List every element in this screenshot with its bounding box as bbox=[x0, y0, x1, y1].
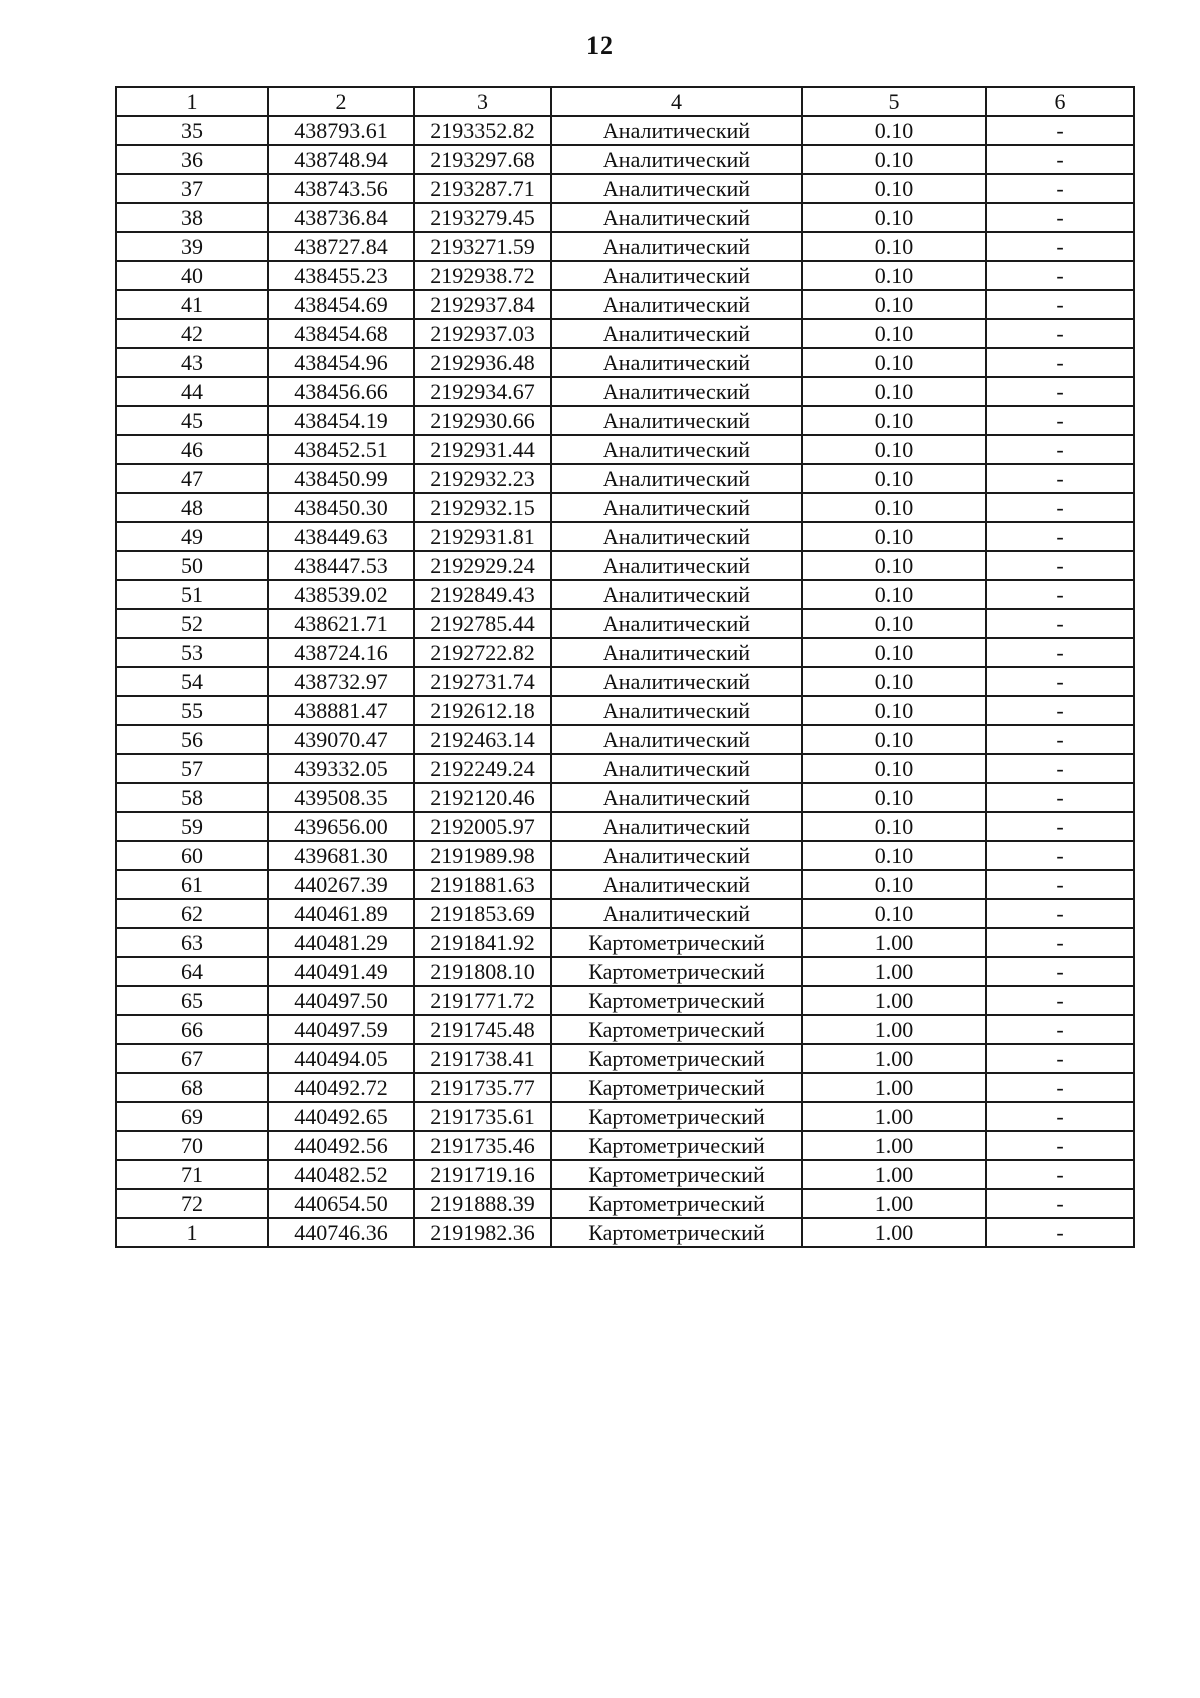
header-cell-col-3: 3 bbox=[414, 87, 551, 116]
accuracy-cell: 0.10 bbox=[802, 609, 986, 638]
point-number-cell: 1 bbox=[116, 1218, 268, 1247]
method-cell: Аналитический bbox=[551, 667, 802, 696]
y-coordinate-cell: 2192249.24 bbox=[414, 754, 551, 783]
note-cell: - bbox=[986, 725, 1134, 754]
method-cell: Аналитический bbox=[551, 493, 802, 522]
point-number-cell: 59 bbox=[116, 812, 268, 841]
accuracy-cell: 0.10 bbox=[802, 551, 986, 580]
accuracy-cell: 0.10 bbox=[802, 899, 986, 928]
point-number-cell: 49 bbox=[116, 522, 268, 551]
table-row bbox=[116, 696, 1134, 725]
y-coordinate-cell: 2192937.84 bbox=[414, 290, 551, 319]
y-coordinate-cell: 2191808.10 bbox=[414, 957, 551, 986]
note-cell: - bbox=[986, 493, 1134, 522]
table-row bbox=[116, 783, 1134, 812]
x-coordinate-cell: 438454.96 bbox=[268, 348, 414, 377]
note-cell: - bbox=[986, 174, 1134, 203]
table-row bbox=[116, 406, 1134, 435]
method-cell: Картометрический bbox=[551, 986, 802, 1015]
point-number-cell: 54 bbox=[116, 667, 268, 696]
note-cell: - bbox=[986, 841, 1134, 870]
point-number-cell: 46 bbox=[116, 435, 268, 464]
x-coordinate-cell: 439332.05 bbox=[268, 754, 414, 783]
accuracy-cell: 1.00 bbox=[802, 986, 986, 1015]
table-row bbox=[116, 957, 1134, 986]
y-coordinate-cell: 2191841.92 bbox=[414, 928, 551, 957]
note-cell: - bbox=[986, 1073, 1134, 1102]
y-coordinate-cell: 2191771.72 bbox=[414, 986, 551, 1015]
accuracy-cell: 0.10 bbox=[802, 841, 986, 870]
method-cell: Аналитический bbox=[551, 348, 802, 377]
note-cell: - bbox=[986, 232, 1134, 261]
y-coordinate-cell: 2192120.46 bbox=[414, 783, 551, 812]
note-cell: - bbox=[986, 435, 1134, 464]
method-cell: Картометрический bbox=[551, 1073, 802, 1102]
accuracy-cell: 0.10 bbox=[802, 203, 986, 232]
x-coordinate-cell: 440491.49 bbox=[268, 957, 414, 986]
accuracy-cell: 0.10 bbox=[802, 232, 986, 261]
note-cell: - bbox=[986, 986, 1134, 1015]
point-number-cell: 57 bbox=[116, 754, 268, 783]
table-row bbox=[116, 203, 1134, 232]
note-cell: - bbox=[986, 522, 1134, 551]
header-cell-col-1: 1 bbox=[116, 87, 268, 116]
y-coordinate-cell: 2191738.41 bbox=[414, 1044, 551, 1073]
accuracy-cell: 1.00 bbox=[802, 1102, 986, 1131]
y-coordinate-cell: 2192931.81 bbox=[414, 522, 551, 551]
point-number-cell: 40 bbox=[116, 261, 268, 290]
table-row bbox=[116, 290, 1134, 319]
note-cell: - bbox=[986, 1160, 1134, 1189]
header-cell-col-5: 5 bbox=[802, 87, 986, 116]
header-cell-col-2: 2 bbox=[268, 87, 414, 116]
method-cell: Аналитический bbox=[551, 841, 802, 870]
y-coordinate-cell: 2191735.61 bbox=[414, 1102, 551, 1131]
y-coordinate-cell: 2192785.44 bbox=[414, 609, 551, 638]
accuracy-cell: 0.10 bbox=[802, 174, 986, 203]
accuracy-cell: 0.10 bbox=[802, 377, 986, 406]
point-number-cell: 68 bbox=[116, 1073, 268, 1102]
note-cell: - bbox=[986, 638, 1134, 667]
table-row bbox=[116, 1218, 1134, 1247]
y-coordinate-cell: 2191853.69 bbox=[414, 899, 551, 928]
x-coordinate-cell: 438455.23 bbox=[268, 261, 414, 290]
table-row bbox=[116, 1160, 1134, 1189]
method-cell: Картометрический bbox=[551, 1015, 802, 1044]
x-coordinate-cell: 439681.30 bbox=[268, 841, 414, 870]
note-cell: - bbox=[986, 290, 1134, 319]
note-cell: - bbox=[986, 1218, 1134, 1247]
point-number-cell: 72 bbox=[116, 1189, 268, 1218]
x-coordinate-cell: 439508.35 bbox=[268, 783, 414, 812]
method-cell: Картометрический bbox=[551, 1218, 802, 1247]
x-coordinate-cell: 438748.94 bbox=[268, 145, 414, 174]
note-cell: - bbox=[986, 551, 1134, 580]
header-row bbox=[116, 87, 1134, 116]
x-coordinate-cell: 440267.39 bbox=[268, 870, 414, 899]
table-row bbox=[116, 551, 1134, 580]
note-cell: - bbox=[986, 1189, 1134, 1218]
note-cell: - bbox=[986, 1044, 1134, 1073]
x-coordinate-cell: 440481.29 bbox=[268, 928, 414, 957]
point-number-cell: 65 bbox=[116, 986, 268, 1015]
table-row bbox=[116, 1102, 1134, 1131]
x-coordinate-cell: 438793.61 bbox=[268, 116, 414, 145]
coordinates-table bbox=[115, 86, 1135, 1248]
y-coordinate-cell: 2193352.82 bbox=[414, 116, 551, 145]
point-number-cell: 69 bbox=[116, 1102, 268, 1131]
note-cell: - bbox=[986, 348, 1134, 377]
accuracy-cell: 1.00 bbox=[802, 1160, 986, 1189]
x-coordinate-cell: 438454.69 bbox=[268, 290, 414, 319]
point-number-cell: 53 bbox=[116, 638, 268, 667]
note-cell: - bbox=[986, 783, 1134, 812]
page-number: 12 bbox=[586, 31, 614, 60]
accuracy-cell: 1.00 bbox=[802, 1044, 986, 1073]
note-cell: - bbox=[986, 1015, 1134, 1044]
table-row bbox=[116, 667, 1134, 696]
y-coordinate-cell: 2192612.18 bbox=[414, 696, 551, 725]
point-number-cell: 36 bbox=[116, 145, 268, 174]
note-cell: - bbox=[986, 261, 1134, 290]
x-coordinate-cell: 438732.97 bbox=[268, 667, 414, 696]
x-coordinate-cell: 440492.56 bbox=[268, 1131, 414, 1160]
accuracy-cell: 0.10 bbox=[802, 290, 986, 319]
accuracy-cell: 0.10 bbox=[802, 348, 986, 377]
method-cell: Аналитический bbox=[551, 145, 802, 174]
point-number-cell: 63 bbox=[116, 928, 268, 957]
x-coordinate-cell: 440492.65 bbox=[268, 1102, 414, 1131]
method-cell: Аналитический bbox=[551, 696, 802, 725]
y-coordinate-cell: 2192937.03 bbox=[414, 319, 551, 348]
point-number-cell: 38 bbox=[116, 203, 268, 232]
y-coordinate-cell: 2192005.97 bbox=[414, 812, 551, 841]
y-coordinate-cell: 2191735.77 bbox=[414, 1073, 551, 1102]
table-row bbox=[116, 261, 1134, 290]
x-coordinate-cell: 440497.50 bbox=[268, 986, 414, 1015]
table-row bbox=[116, 638, 1134, 667]
x-coordinate-cell: 438454.68 bbox=[268, 319, 414, 348]
method-cell: Картометрический bbox=[551, 1102, 802, 1131]
table-row bbox=[116, 986, 1134, 1015]
y-coordinate-cell: 2192934.67 bbox=[414, 377, 551, 406]
x-coordinate-cell: 438743.56 bbox=[268, 174, 414, 203]
point-number-cell: 52 bbox=[116, 609, 268, 638]
y-coordinate-cell: 2192931.44 bbox=[414, 435, 551, 464]
table-row bbox=[116, 928, 1134, 957]
note-cell: - bbox=[986, 1102, 1134, 1131]
accuracy-cell: 0.10 bbox=[802, 145, 986, 174]
table-row bbox=[116, 1015, 1134, 1044]
y-coordinate-cell: 2193287.71 bbox=[414, 174, 551, 203]
note-cell: - bbox=[986, 203, 1134, 232]
accuracy-cell: 0.10 bbox=[802, 783, 986, 812]
x-coordinate-cell: 438449.63 bbox=[268, 522, 414, 551]
y-coordinate-cell: 2192938.72 bbox=[414, 261, 551, 290]
method-cell: Картометрический bbox=[551, 1044, 802, 1073]
x-coordinate-cell: 438454.19 bbox=[268, 406, 414, 435]
note-cell: - bbox=[986, 870, 1134, 899]
method-cell: Аналитический bbox=[551, 261, 802, 290]
x-coordinate-cell: 438881.47 bbox=[268, 696, 414, 725]
y-coordinate-cell: 2191982.36 bbox=[414, 1218, 551, 1247]
note-cell: - bbox=[986, 377, 1134, 406]
point-number-cell: 41 bbox=[116, 290, 268, 319]
y-coordinate-cell: 2192929.24 bbox=[414, 551, 551, 580]
y-coordinate-cell: 2191881.63 bbox=[414, 870, 551, 899]
method-cell: Картометрический bbox=[551, 1131, 802, 1160]
point-number-cell: 67 bbox=[116, 1044, 268, 1073]
y-coordinate-cell: 2193271.59 bbox=[414, 232, 551, 261]
table-header bbox=[116, 87, 1134, 116]
table-row bbox=[116, 1044, 1134, 1073]
x-coordinate-cell: 440494.05 bbox=[268, 1044, 414, 1073]
accuracy-cell: 1.00 bbox=[802, 1015, 986, 1044]
point-number-cell: 42 bbox=[116, 319, 268, 348]
note-cell: - bbox=[986, 464, 1134, 493]
method-cell: Аналитический bbox=[551, 551, 802, 580]
y-coordinate-cell: 2192936.48 bbox=[414, 348, 551, 377]
y-coordinate-cell: 2192849.43 bbox=[414, 580, 551, 609]
y-coordinate-cell: 2192463.14 bbox=[414, 725, 551, 754]
y-coordinate-cell: 2191719.16 bbox=[414, 1160, 551, 1189]
x-coordinate-cell: 438450.30 bbox=[268, 493, 414, 522]
method-cell: Аналитический bbox=[551, 609, 802, 638]
table-row bbox=[116, 1189, 1134, 1218]
accuracy-cell: 1.00 bbox=[802, 1073, 986, 1102]
table-row bbox=[116, 754, 1134, 783]
point-number-cell: 48 bbox=[116, 493, 268, 522]
note-cell: - bbox=[986, 1131, 1134, 1160]
table-row bbox=[116, 580, 1134, 609]
accuracy-cell: 0.10 bbox=[802, 638, 986, 667]
method-cell: Аналитический bbox=[551, 116, 802, 145]
y-coordinate-cell: 2191888.39 bbox=[414, 1189, 551, 1218]
x-coordinate-cell: 438727.84 bbox=[268, 232, 414, 261]
x-coordinate-cell: 438621.71 bbox=[268, 609, 414, 638]
method-cell: Аналитический bbox=[551, 435, 802, 464]
method-cell: Аналитический bbox=[551, 725, 802, 754]
y-coordinate-cell: 2192932.23 bbox=[414, 464, 551, 493]
table-row bbox=[116, 1073, 1134, 1102]
x-coordinate-cell: 440461.89 bbox=[268, 899, 414, 928]
x-coordinate-cell: 438450.99 bbox=[268, 464, 414, 493]
note-cell: - bbox=[986, 145, 1134, 174]
accuracy-cell: 0.10 bbox=[802, 435, 986, 464]
point-number-cell: 47 bbox=[116, 464, 268, 493]
method-cell: Аналитический bbox=[551, 638, 802, 667]
method-cell: Аналитический bbox=[551, 754, 802, 783]
table-row bbox=[116, 145, 1134, 174]
table-row bbox=[116, 464, 1134, 493]
method-cell: Картометрический bbox=[551, 1160, 802, 1189]
x-coordinate-cell: 438447.53 bbox=[268, 551, 414, 580]
note-cell: - bbox=[986, 754, 1134, 783]
x-coordinate-cell: 438452.51 bbox=[268, 435, 414, 464]
note-cell: - bbox=[986, 116, 1134, 145]
table-row bbox=[116, 609, 1134, 638]
y-coordinate-cell: 2193279.45 bbox=[414, 203, 551, 232]
note-cell: - bbox=[986, 406, 1134, 435]
method-cell: Картометрический bbox=[551, 928, 802, 957]
note-cell: - bbox=[986, 899, 1134, 928]
method-cell: Аналитический bbox=[551, 174, 802, 203]
accuracy-cell: 0.10 bbox=[802, 870, 986, 899]
header-cell-col-4: 4 bbox=[551, 87, 802, 116]
accuracy-cell: 0.10 bbox=[802, 667, 986, 696]
y-coordinate-cell: 2192722.82 bbox=[414, 638, 551, 667]
accuracy-cell: 0.10 bbox=[802, 696, 986, 725]
table-row bbox=[116, 377, 1134, 406]
x-coordinate-cell: 438724.16 bbox=[268, 638, 414, 667]
point-number-cell: 45 bbox=[116, 406, 268, 435]
method-cell: Аналитический bbox=[551, 232, 802, 261]
x-coordinate-cell: 440492.72 bbox=[268, 1073, 414, 1102]
accuracy-cell: 1.00 bbox=[802, 1131, 986, 1160]
method-cell: Аналитический bbox=[551, 464, 802, 493]
point-number-cell: 55 bbox=[116, 696, 268, 725]
accuracy-cell: 0.10 bbox=[802, 261, 986, 290]
x-coordinate-cell: 439070.47 bbox=[268, 725, 414, 754]
method-cell: Аналитический bbox=[551, 377, 802, 406]
header-cell-col-6: 6 bbox=[986, 87, 1134, 116]
point-number-cell: 51 bbox=[116, 580, 268, 609]
point-number-cell: 37 bbox=[116, 174, 268, 203]
method-cell: Картометрический bbox=[551, 1189, 802, 1218]
point-number-cell: 61 bbox=[116, 870, 268, 899]
method-cell: Аналитический bbox=[551, 870, 802, 899]
note-cell: - bbox=[986, 928, 1134, 957]
note-cell: - bbox=[986, 609, 1134, 638]
accuracy-cell: 0.10 bbox=[802, 725, 986, 754]
note-cell: - bbox=[986, 957, 1134, 986]
method-cell: Картометрический bbox=[551, 957, 802, 986]
method-cell: Аналитический bbox=[551, 319, 802, 348]
table-body bbox=[116, 116, 1134, 1247]
table-row bbox=[116, 348, 1134, 377]
accuracy-cell: 1.00 bbox=[802, 1189, 986, 1218]
accuracy-cell: 0.10 bbox=[802, 116, 986, 145]
point-number-cell: 58 bbox=[116, 783, 268, 812]
x-coordinate-cell: 440654.50 bbox=[268, 1189, 414, 1218]
point-number-cell: 64 bbox=[116, 957, 268, 986]
accuracy-cell: 0.10 bbox=[802, 580, 986, 609]
table-row bbox=[116, 725, 1134, 754]
x-coordinate-cell: 438736.84 bbox=[268, 203, 414, 232]
accuracy-cell: 0.10 bbox=[802, 493, 986, 522]
table-row bbox=[116, 899, 1134, 928]
accuracy-cell: 0.10 bbox=[802, 812, 986, 841]
note-cell: - bbox=[986, 812, 1134, 841]
note-cell: - bbox=[986, 667, 1134, 696]
method-cell: Аналитический bbox=[551, 203, 802, 232]
y-coordinate-cell: 2192930.66 bbox=[414, 406, 551, 435]
x-coordinate-cell: 440746.36 bbox=[268, 1218, 414, 1247]
y-coordinate-cell: 2191745.48 bbox=[414, 1015, 551, 1044]
point-number-cell: 39 bbox=[116, 232, 268, 261]
note-cell: - bbox=[986, 696, 1134, 725]
table-row bbox=[116, 116, 1134, 145]
table-row bbox=[116, 174, 1134, 203]
method-cell: Аналитический bbox=[551, 406, 802, 435]
point-number-cell: 56 bbox=[116, 725, 268, 754]
accuracy-cell: 0.10 bbox=[802, 754, 986, 783]
method-cell: Аналитический bbox=[551, 290, 802, 319]
accuracy-cell: 0.10 bbox=[802, 522, 986, 551]
y-coordinate-cell: 2193297.68 bbox=[414, 145, 551, 174]
accuracy-cell: 0.10 bbox=[802, 319, 986, 348]
point-number-cell: 50 bbox=[116, 551, 268, 580]
y-coordinate-cell: 2191735.46 bbox=[414, 1131, 551, 1160]
method-cell: Аналитический bbox=[551, 522, 802, 551]
note-cell: - bbox=[986, 319, 1134, 348]
table-row bbox=[116, 232, 1134, 261]
x-coordinate-cell: 438539.02 bbox=[268, 580, 414, 609]
point-number-cell: 66 bbox=[116, 1015, 268, 1044]
y-coordinate-cell: 2192731.74 bbox=[414, 667, 551, 696]
point-number-cell: 70 bbox=[116, 1131, 268, 1160]
y-coordinate-cell: 2191989.98 bbox=[414, 841, 551, 870]
y-coordinate-cell: 2192932.15 bbox=[414, 493, 551, 522]
x-coordinate-cell: 440497.59 bbox=[268, 1015, 414, 1044]
table-row bbox=[116, 841, 1134, 870]
method-cell: Аналитический bbox=[551, 812, 802, 841]
accuracy-cell: 0.10 bbox=[802, 406, 986, 435]
table-row bbox=[116, 812, 1134, 841]
method-cell: Аналитический bbox=[551, 580, 802, 609]
table-row bbox=[116, 1131, 1134, 1160]
point-number-cell: 62 bbox=[116, 899, 268, 928]
accuracy-cell: 0.10 bbox=[802, 464, 986, 493]
table-row bbox=[116, 493, 1134, 522]
point-number-cell: 44 bbox=[116, 377, 268, 406]
point-number-cell: 60 bbox=[116, 841, 268, 870]
point-number-cell: 43 bbox=[116, 348, 268, 377]
accuracy-cell: 1.00 bbox=[802, 957, 986, 986]
accuracy-cell: 1.00 bbox=[802, 928, 986, 957]
note-cell: - bbox=[986, 580, 1134, 609]
point-number-cell: 35 bbox=[116, 116, 268, 145]
table-row bbox=[116, 870, 1134, 899]
table-row bbox=[116, 319, 1134, 348]
table-row bbox=[116, 435, 1134, 464]
table-row bbox=[116, 522, 1134, 551]
point-number-cell: 71 bbox=[116, 1160, 268, 1189]
accuracy-cell: 1.00 bbox=[802, 1218, 986, 1247]
method-cell: Аналитический bbox=[551, 783, 802, 812]
method-cell: Аналитический bbox=[551, 899, 802, 928]
x-coordinate-cell: 438456.66 bbox=[268, 377, 414, 406]
x-coordinate-cell: 440482.52 bbox=[268, 1160, 414, 1189]
x-coordinate-cell: 439656.00 bbox=[268, 812, 414, 841]
